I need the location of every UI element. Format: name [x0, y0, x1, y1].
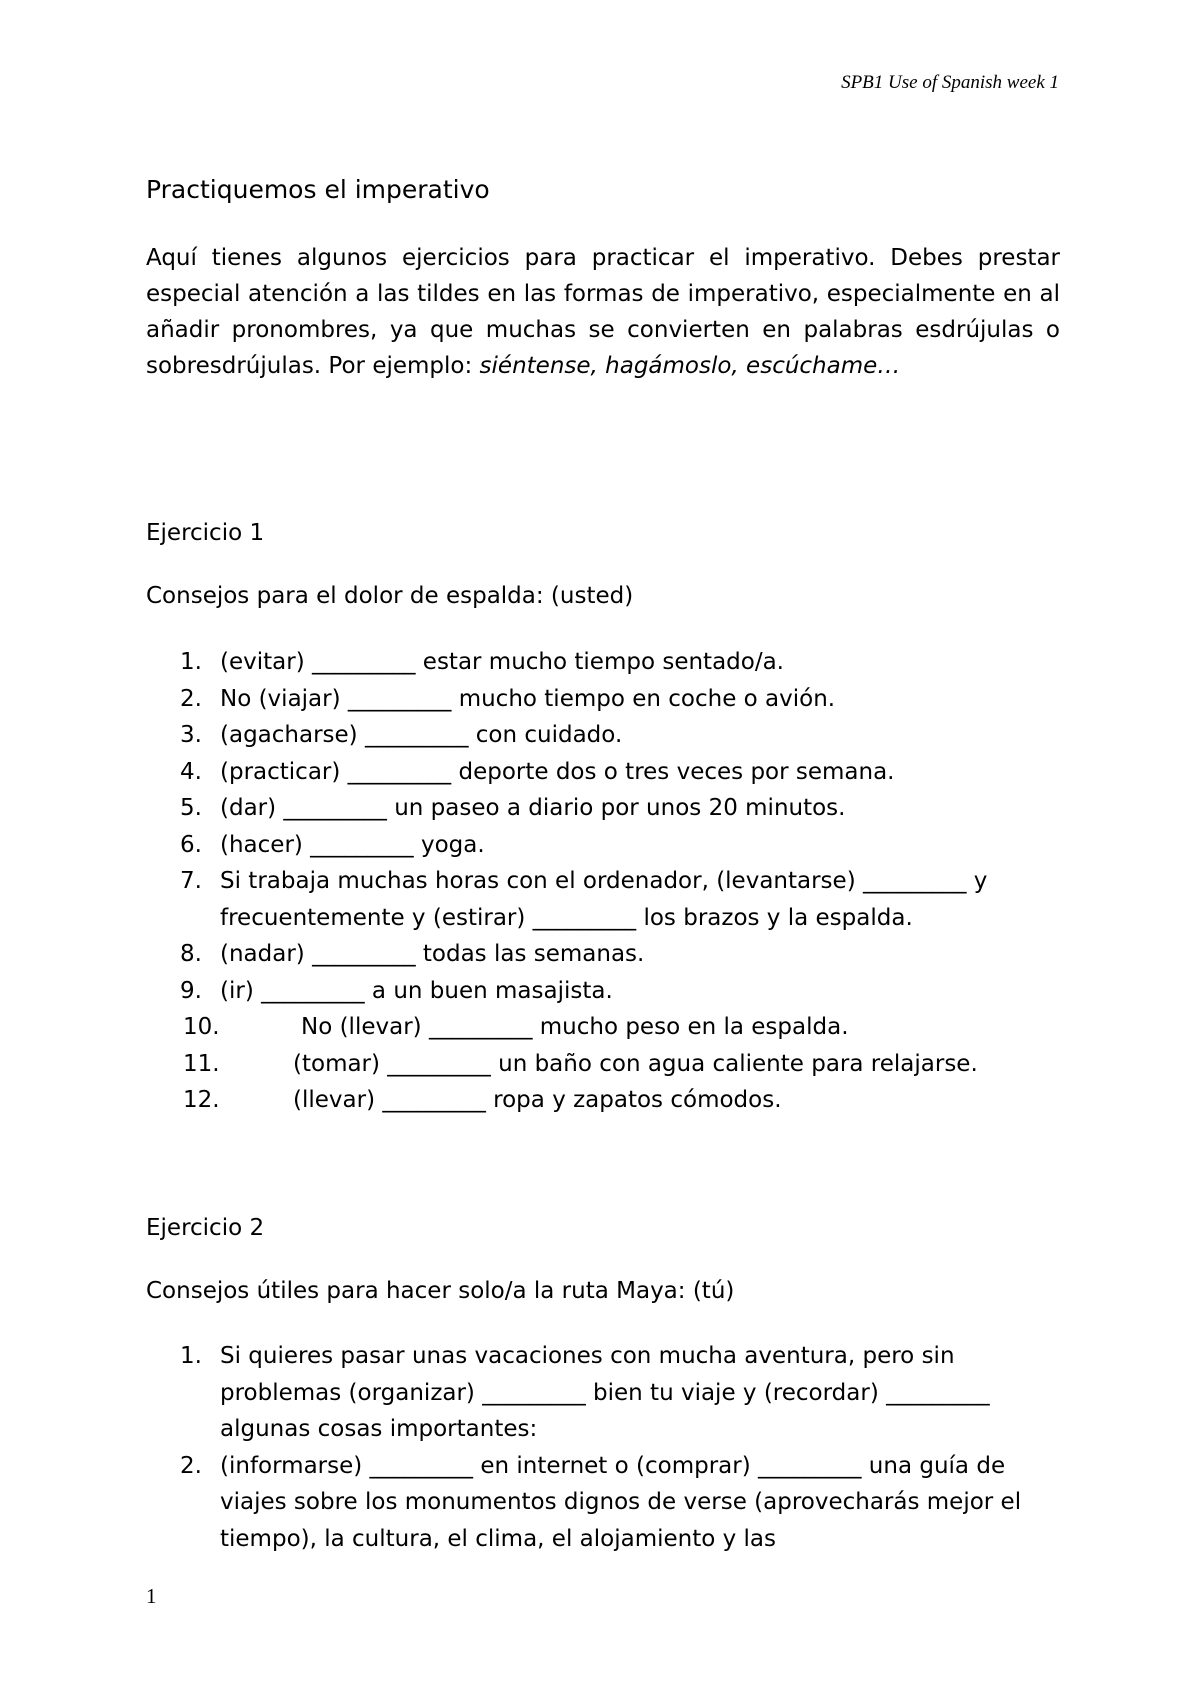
- item-text: (dar) _________ un paseo a diario por unos 20 minutos.: [220, 795, 846, 821]
- item-number: 1.: [180, 1343, 202, 1369]
- page-title: Practiquemos el imperativo: [146, 175, 490, 204]
- item-text: (llevar) _________ ropa y zapatos cómodos.: [293, 1087, 782, 1113]
- item-number: 1.: [180, 649, 202, 675]
- item-number: 11.: [183, 1050, 220, 1077]
- ejercicio-2-heading: Ejercicio 2: [146, 1215, 265, 1241]
- list-item: [146, 973, 1066, 1010]
- list-item: [146, 754, 1066, 791]
- item-text: (nadar) _________ todas las semanas.: [220, 941, 645, 967]
- item-number: 2.: [180, 1452, 202, 1479]
- item-text: (ir) _________ a un buen masajista.: [220, 977, 613, 1004]
- item-text: (practicar) _________ deporte dos o tres veces por semana.: [220, 758, 895, 785]
- item-text: (tomar) _________ un baño con agua caliente para relajarse.: [293, 1050, 978, 1077]
- item-text: (informarse) _________ en internet o (comprar) _________ una guía de viajes sobre los monumentos dignos de verse (aprovecharás mejor el tiempo), la cultura, el clima, el alojamiento y las: [220, 1452, 1022, 1552]
- list-item: [146, 936, 1066, 973]
- ejercicio-2-subtitle: Consejos útiles para hacer solo/a la ruta Maya: (tú): [146, 1278, 735, 1304]
- list-item: [146, 1046, 1066, 1083]
- item-number: 7.: [180, 868, 202, 894]
- item-number: 4.: [180, 758, 202, 785]
- list-item: [146, 644, 1066, 681]
- intro-text: Aquí tienes algunos ejercicios para practicar el imperativo. Debes prestar especial atención a las tildes en las formas de imperativo, especialmente en al añadir pronombres, ya que muchas se convierten en palabras esdrújulas o sobresdrújulas. Por ejemplo:: [146, 245, 1060, 379]
- page-header: SPB1 Use of Spanish week 1: [841, 72, 1059, 93]
- list-item: [146, 1448, 1066, 1558]
- list-item: [146, 863, 1066, 936]
- list-item: [146, 1082, 1066, 1119]
- item-number: 10.: [183, 1014, 220, 1040]
- item-text: No (viajar) _________ mucho tiempo en coche o avión.: [220, 685, 836, 712]
- list-item: [146, 827, 1066, 864]
- item-text: No (llevar) _________ mucho peso en la espalda.: [301, 1014, 849, 1040]
- ejercicio-1-list: [146, 644, 1066, 1119]
- item-number: 5.: [180, 795, 202, 821]
- list-item: [146, 1338, 1066, 1448]
- item-number: 3.: [180, 722, 202, 748]
- list-item: [146, 1009, 1066, 1046]
- item-text: Si quieres pasar unas vacaciones con mucha aventura, pero sin problemas (organizar) _________ bien tu viaje y (recordar) _________ algunas cosas importantes:: [220, 1343, 990, 1442]
- intro-examples: siéntense, hagámoslo, escúchame…: [479, 353, 901, 379]
- list-item: [146, 717, 1066, 754]
- item-number: 8.: [180, 941, 202, 967]
- item-text: (agacharse) _________ con cuidado.: [220, 722, 623, 748]
- page-number: 1: [146, 1584, 157, 1608]
- item-number: 12.: [183, 1087, 220, 1113]
- list-item: [146, 790, 1066, 827]
- item-text: Si trabaja muchas horas con el ordenador, (levantarse) _________ y frecuentemente y (estirar) _________ los brazos y la espalda.: [220, 868, 988, 931]
- item-text: (evitar) _________ estar mucho tiempo sentado/a.: [220, 649, 784, 675]
- item-text: (hacer) _________ yoga.: [220, 831, 485, 858]
- item-number: 9.: [180, 977, 202, 1004]
- item-number: 6.: [180, 831, 202, 858]
- list-item: [146, 681, 1066, 718]
- ejercicio-2-list: [146, 1338, 1066, 1557]
- item-number: 2.: [180, 685, 202, 712]
- ejercicio-1-heading: Ejercicio 1: [146, 520, 265, 546]
- ejercicio-1-subtitle: Consejos para el dolor de espalda: (usted): [146, 583, 634, 609]
- intro-paragraph: [146, 240, 1060, 384]
